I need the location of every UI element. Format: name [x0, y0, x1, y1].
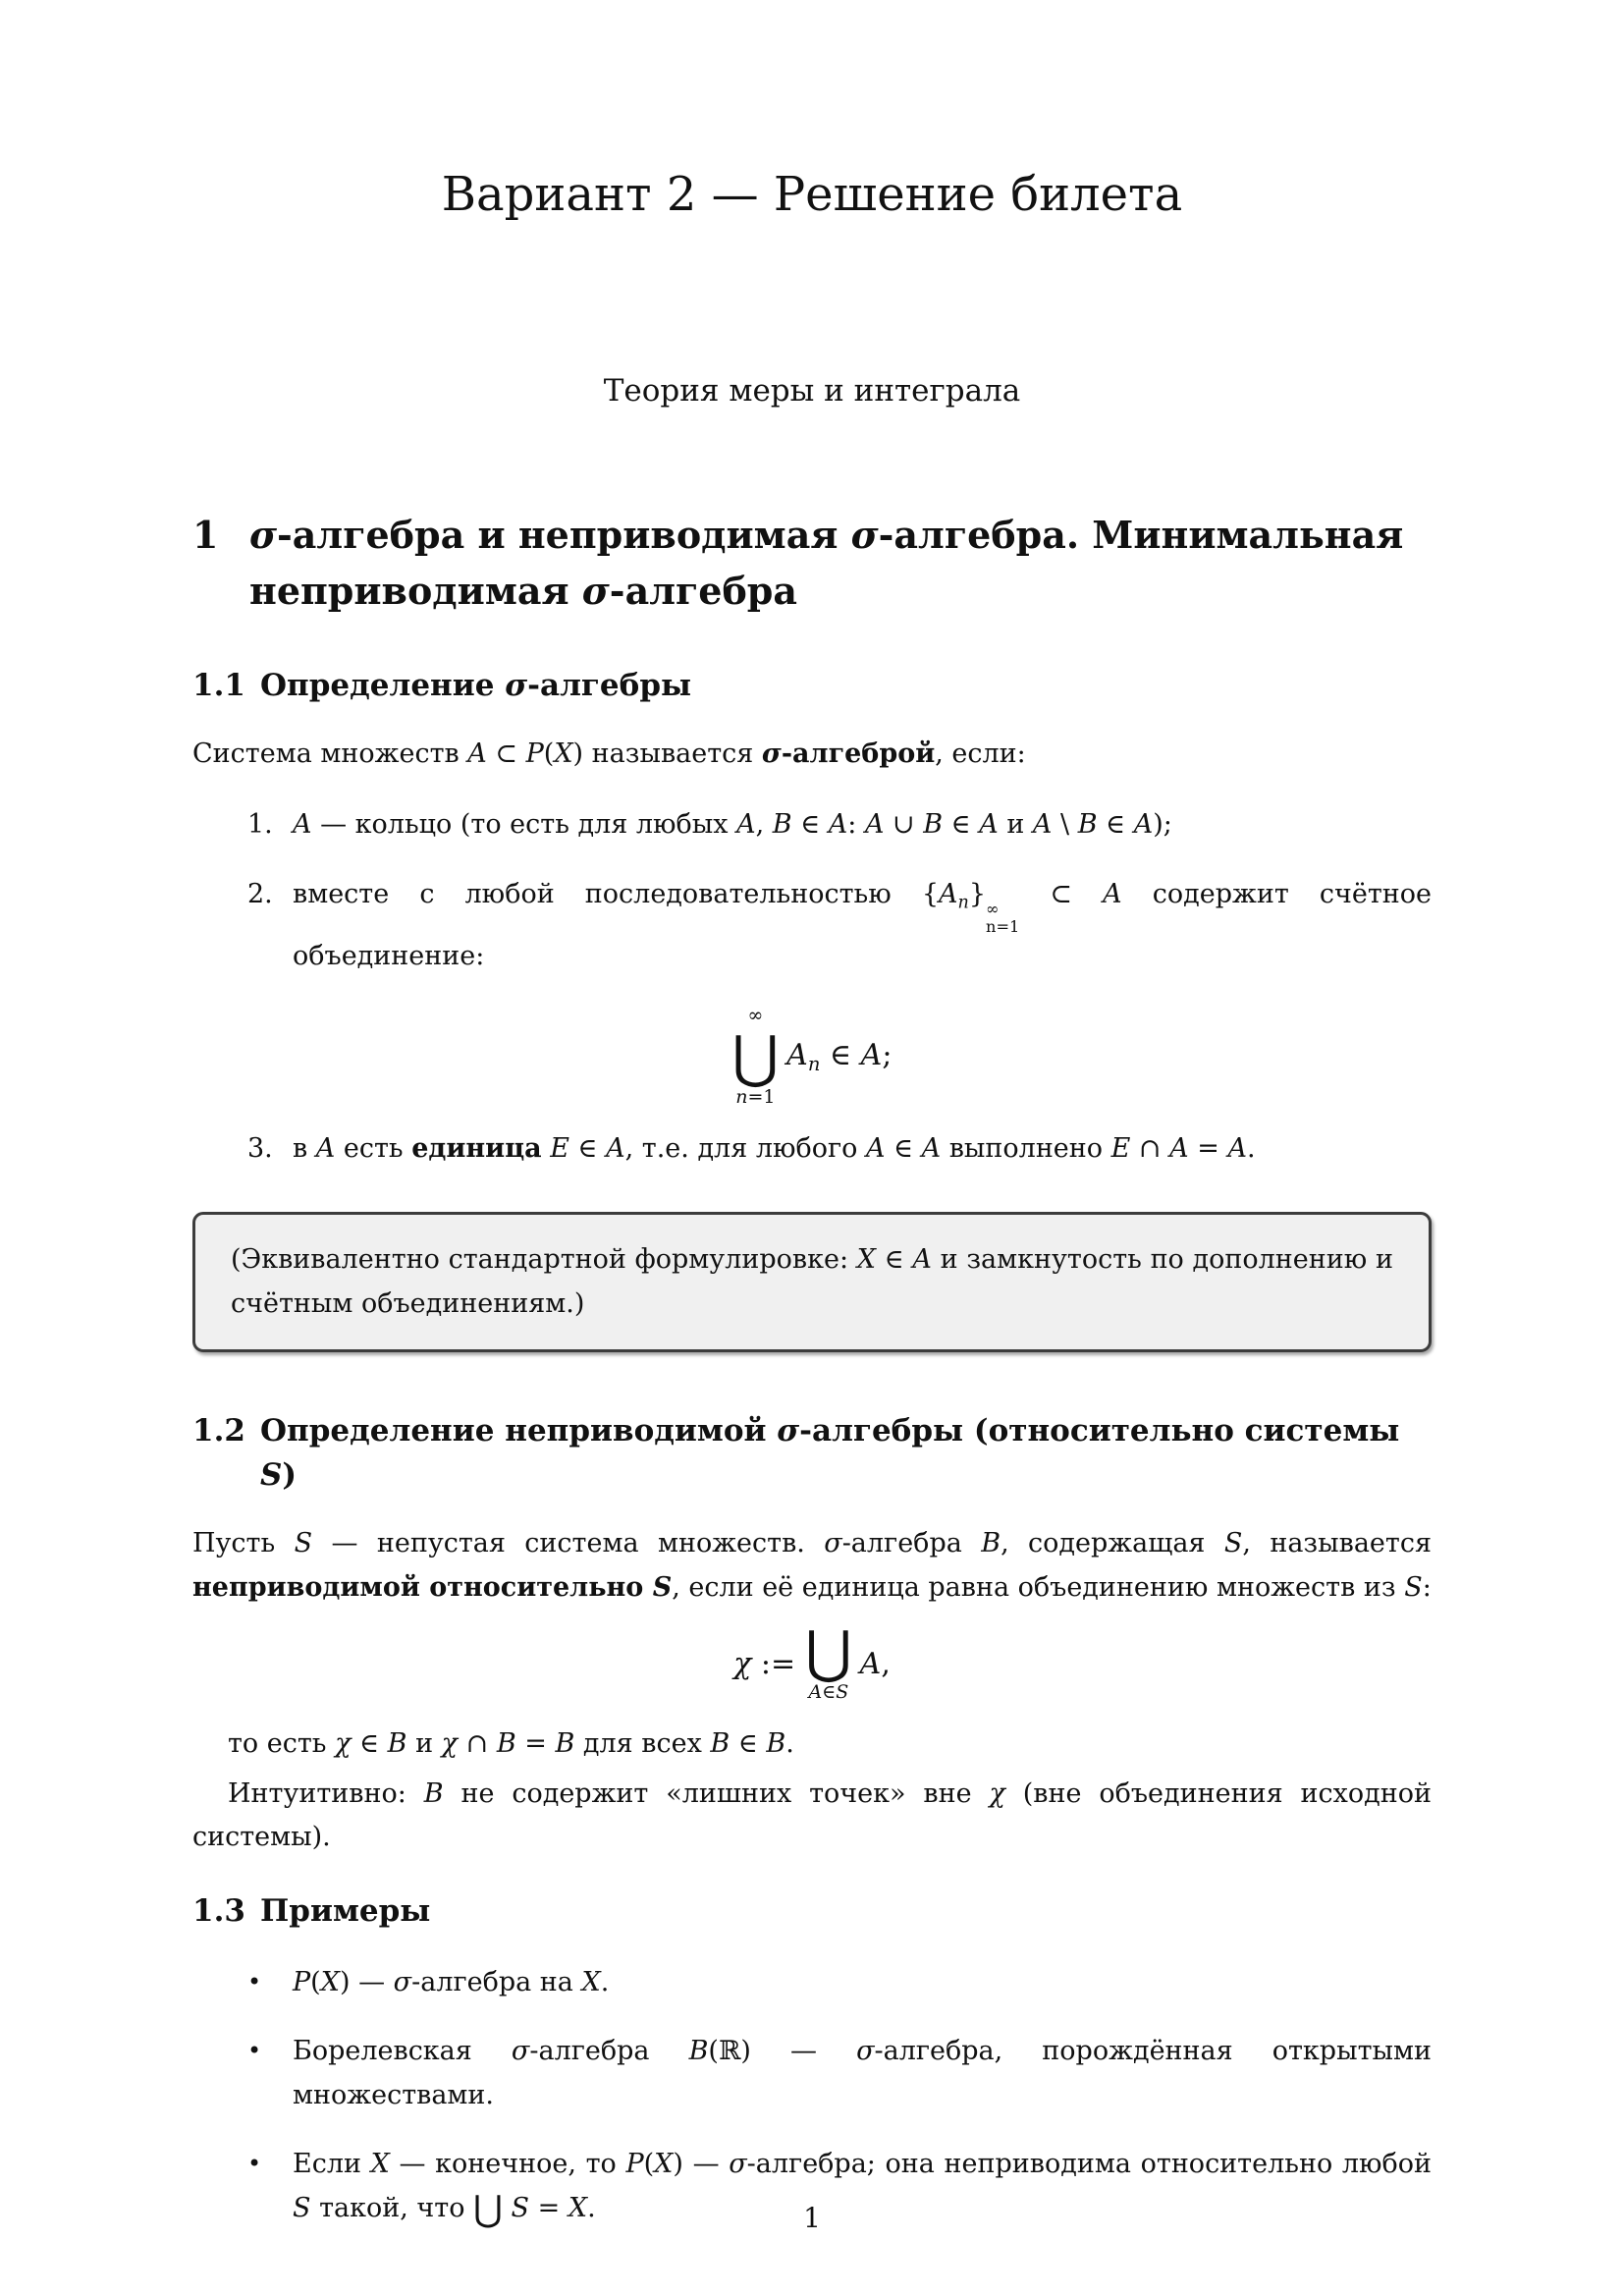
list-item-3 — [247, 1127, 1432, 1172]
union-operator-icon: ⋃ — [731, 1022, 780, 1090]
bullet-icon: • — [247, 1967, 262, 1995]
subsection-1-1-heading — [192, 664, 1432, 708]
section-1-number: 1 — [192, 512, 219, 557]
lower-limit-n-equals-1: n=1 — [735, 1085, 776, 1108]
ordered-list — [192, 803, 1432, 1171]
list-item-3-marker: 3. — [247, 1132, 273, 1164]
subsection-1-1-title: Определение σ-алгебры — [260, 667, 692, 703]
bullet-icon: • — [247, 2037, 262, 2065]
document-title: Вариант 2 — Решение билета — [441, 167, 1183, 222]
equivalence-note-box — [192, 1212, 1432, 1352]
list-item-2 — [247, 873, 1432, 979]
bullet-item-1-text: P(X) — σ-алгебра на X. — [293, 1966, 610, 1997]
equivalence-note-text: (Эквивалентно стандартной формулировке: X ∈ A и замкнутость по дополнению и счётным объединениям.) — [231, 1244, 1393, 1319]
section-1-title: σ-алгебра и неприводимая σ-алгебра. Минимальная неприводимая σ-алгебра — [249, 512, 1404, 613]
paragraph-irreducible-definition: Пусть S — непустая система множеств. σ-алгебра B, содержащая S, называется неприводимой относительно S, если её единица равна объединению множеств из S: — [192, 1528, 1433, 1603]
paragraph-chi-property: то есть χ ∈ B и χ ∩ B = B для всех B ∈ B. — [228, 1728, 794, 1760]
list-item-2-text: вместе с любой последовательностью {An} ∞ n=1 ⊂ A содержит счётное объединение: — [293, 878, 1432, 972]
under-limit-a-in-s: A∈S — [808, 1681, 849, 1704]
bullet-list — [192, 1961, 1432, 2231]
formula-expression: An ∈ A; — [786, 1038, 893, 1076]
subsection-1-3-title: Примеры — [260, 1892, 431, 1929]
bullet-item-3-text: Если X — конечное, то P(X) — σ-алгебра; она неприводима относительно любой S такой, что ⋃ S = X. — [293, 2149, 1433, 2230]
document-subtitle: Теория меры и интеграла — [603, 372, 1021, 409]
upper-limit-infinity: ∞ — [747, 1004, 764, 1026]
bullet-item-1 — [247, 1961, 1432, 2005]
bullet-item-2 — [247, 2030, 1432, 2117]
subsection-1-2-heading — [192, 1409, 1432, 1498]
big-union-with-limits — [732, 1005, 780, 1110]
bullet-icon: • — [247, 2150, 262, 2178]
paragraph-sigma-algebra-intro: Система множеств A ⊂ P(X) называется σ-алгеброй, если: — [192, 738, 1026, 769]
list-item-2-marker: 2. — [247, 878, 273, 909]
subsection-1-2-number: 1.2 — [192, 1413, 245, 1449]
subsection-1-1-number: 1.1 — [192, 667, 245, 703]
big-union-over-system — [805, 1618, 852, 1705]
display-formula-countable-union — [192, 1005, 1432, 1110]
display-formula-chi-union — [192, 1618, 1432, 1705]
subsection-1-2-title: Определение неприводимой σ-алгебры (относительно системы S) — [260, 1413, 1400, 1494]
page-number: 1 — [803, 2202, 821, 2234]
content-column — [192, 0, 1432, 2256]
list-item-1 — [247, 803, 1432, 847]
formula-chi-rhs: A, — [859, 1647, 891, 1682]
paragraph-intuition: Интуитивно: B не содержит «лишних точек» вне χ (вне объединения исходной системы). — [192, 1777, 1432, 1853]
bullet-item-2-text: Борелевская σ-алгебра B(ℝ) — σ-алгебра, порождённая открытыми множествами. — [293, 2036, 1433, 2110]
list-item-1-marker: 1. — [247, 809, 273, 841]
subsection-1-3-heading — [192, 1889, 1432, 1934]
section-1-heading — [192, 507, 1432, 619]
union-operator-icon: ⋃ — [805, 1618, 852, 1686]
list-item-1-text: A — кольцо (то есть для любых A, B ∈ A: A ∪ B ∈ A и A \ B ∈ A); — [293, 809, 1172, 841]
list-item-3-text: в A есть единица E ∈ A, т.е. для любого A ∈ A выполнено E ∩ A = A. — [293, 1132, 1256, 1164]
formula-chi-lhs: χ := — [733, 1647, 796, 1682]
subsection-1-3-number: 1.3 — [192, 1892, 245, 1929]
